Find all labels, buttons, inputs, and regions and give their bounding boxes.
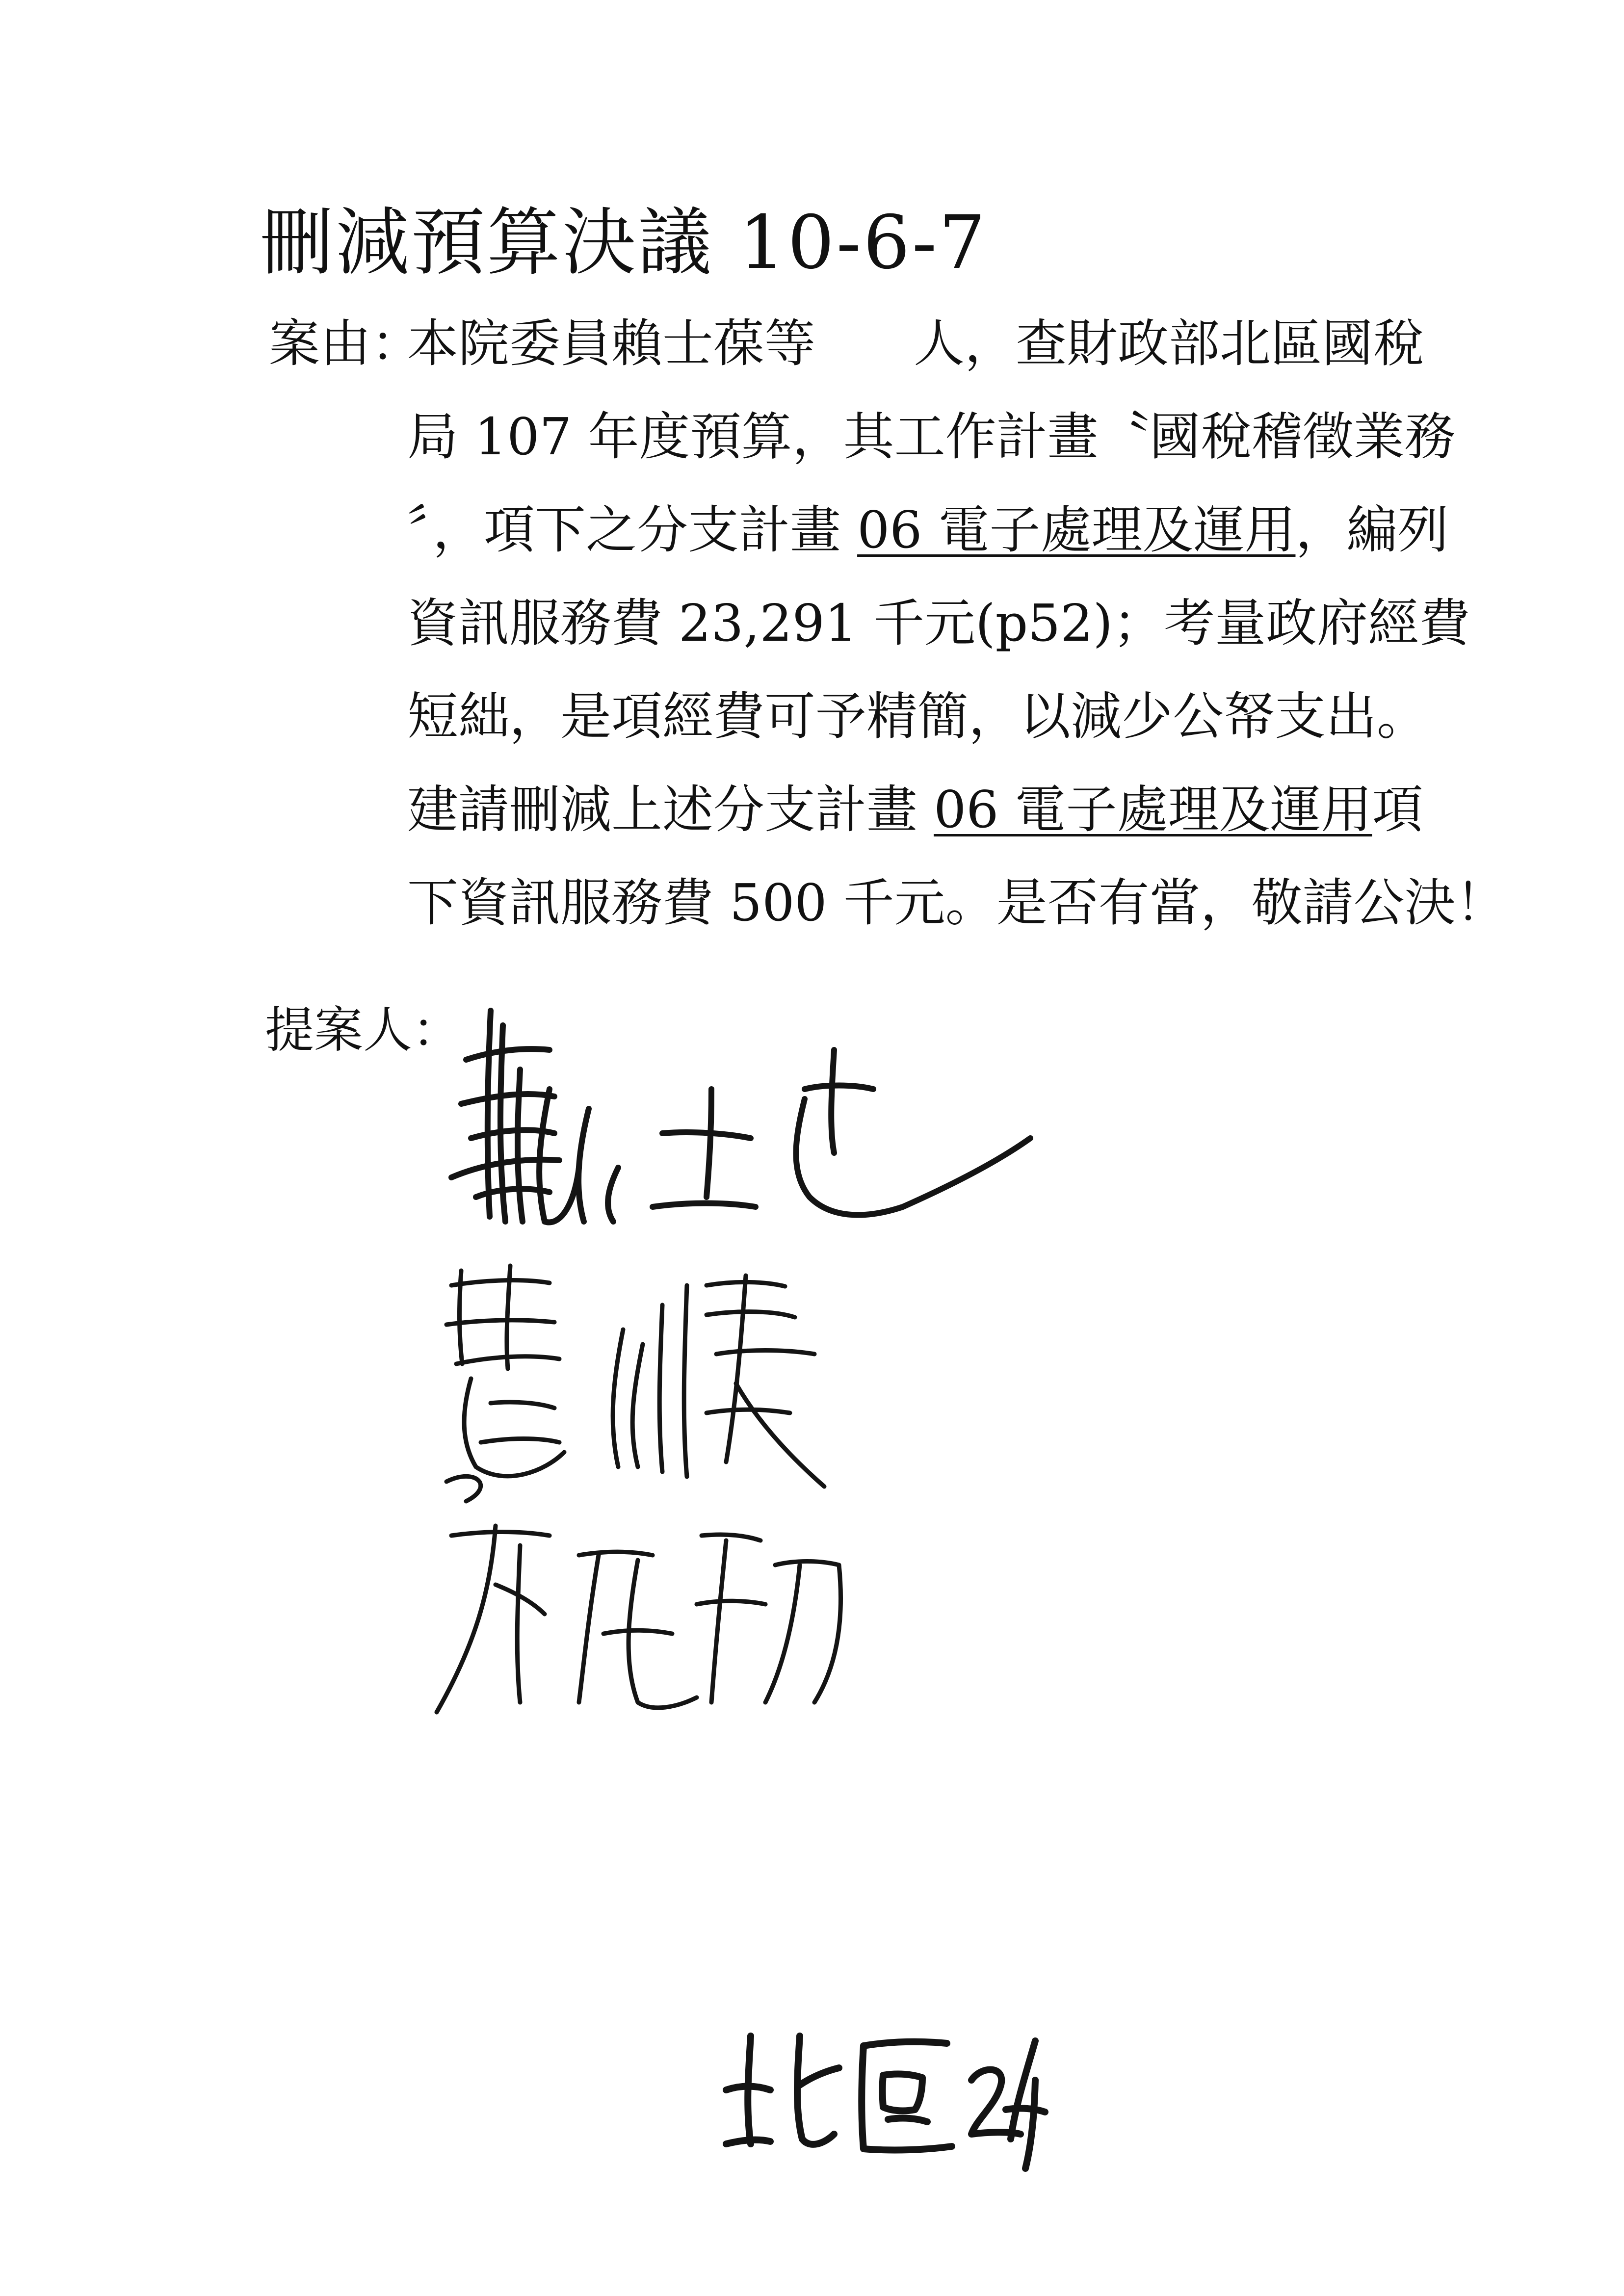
reason-line-3-part-b: ，編列 bbox=[1295, 500, 1449, 560]
reason-line-1-part-a: 本院委員賴士葆等 bbox=[407, 313, 816, 373]
reason-line-3-part-a: 〞，項下之分支計畫 bbox=[407, 500, 858, 560]
reason-line-6-part-a: 建請刪減上述分支計畫 bbox=[407, 780, 934, 839]
reason-line-5: 短絀，是項經費可予精簡，以減少公帑支出。 bbox=[407, 686, 1428, 746]
reason-line-1-part-b: 人，查財政部北區國稅 bbox=[914, 313, 1424, 373]
reason-line-2: 局 107 年度預算，其工作計畫〝國稅稽徵業務 bbox=[407, 407, 1456, 467]
signature-2 bbox=[432, 1256, 873, 1511]
reason-label: 案由： bbox=[269, 313, 422, 373]
reason-line-3 bbox=[407, 496, 1448, 564]
underlined-sub-plan-repeat: 06 電子處理及運用 bbox=[934, 780, 1372, 839]
reason-line-4: 資訊服務費 23,291 千元(p52)；考量政府經費 bbox=[407, 593, 1470, 653]
handwritten-note bbox=[716, 2021, 1050, 2168]
reason-line-6 bbox=[407, 775, 1423, 844]
reason-line-6-part-b: 項 bbox=[1372, 780, 1423, 839]
document-title: 刪減預算決議 10-6-7 bbox=[260, 200, 988, 286]
reason-line-1 bbox=[407, 309, 1424, 378]
signature-3 bbox=[422, 1516, 864, 1722]
underlined-sub-plan: 06 電子處理及運用 bbox=[857, 500, 1296, 560]
proposer-label: 提案人： bbox=[265, 1001, 461, 1059]
reason-line-7: 下資訊服務費 500 千元。是否有當，敬請公決！ bbox=[407, 873, 1507, 933]
signature-1 bbox=[432, 991, 1045, 1246]
